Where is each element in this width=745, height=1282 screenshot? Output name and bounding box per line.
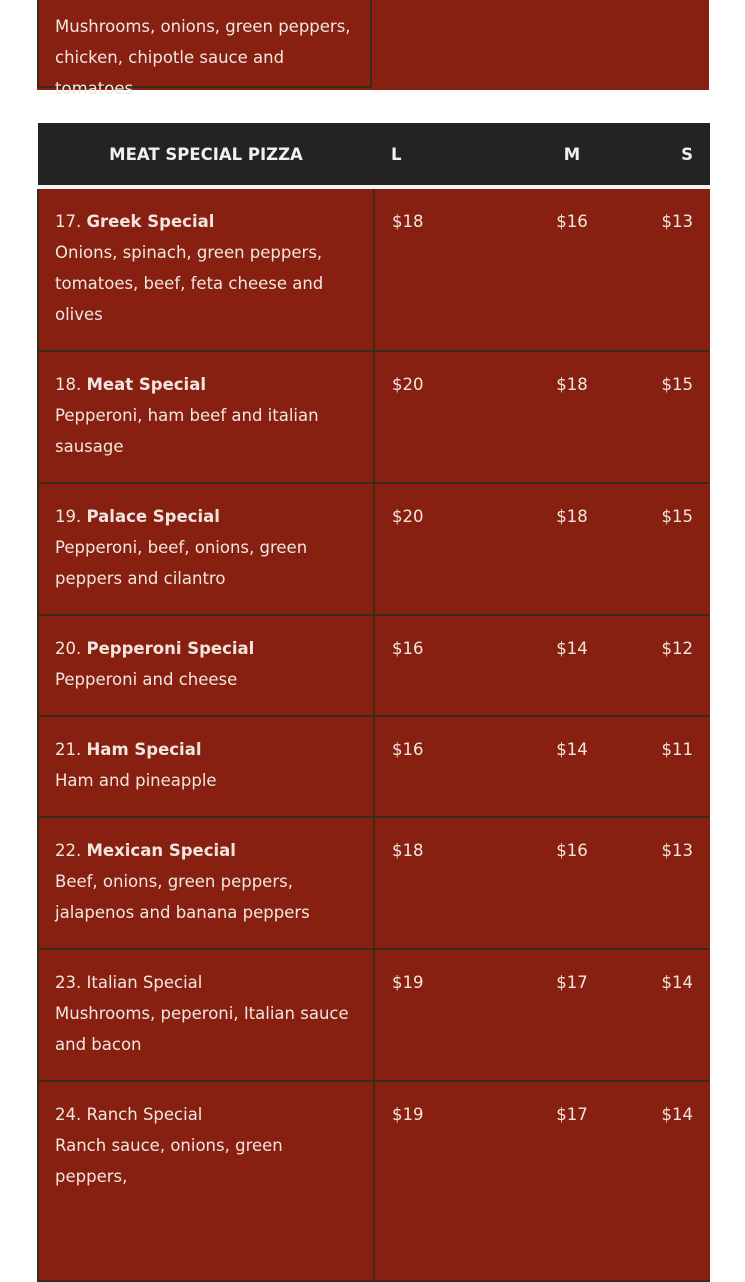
price-small: $12 — [638, 615, 710, 716]
header-medium: M — [506, 123, 638, 187]
pizza-name-cell — [38, 615, 374, 716]
price-medium: $14 — [506, 615, 638, 716]
price-medium: $16 — [506, 817, 638, 949]
previous-section-row — [37, 0, 709, 98]
price-medium: $14 — [506, 716, 638, 817]
table-row — [38, 483, 710, 615]
table-header-row — [38, 123, 710, 187]
item-title: Meat Special — [86, 375, 206, 394]
price-small: $14 — [638, 949, 710, 1081]
price-large: $18 — [374, 817, 506, 949]
previous-name-cell — [37, 0, 372, 98]
item-title: Ranch Special — [86, 1105, 203, 1124]
item-number: 23. — [55, 973, 82, 992]
price-medium: $18 — [506, 483, 638, 615]
item-number: 22. — [55, 841, 82, 860]
header-small: S — [638, 123, 710, 187]
table-row — [38, 817, 710, 949]
header-large: L — [374, 123, 506, 187]
item-title: Greek Special — [86, 212, 215, 231]
item-description: Ranch sauce, onions, green peppers, — [55, 1136, 283, 1186]
item-description: Beef, onions, green peppers, jalapenos and banana peppers — [55, 872, 310, 922]
item-description: Onions, spinach, green peppers, tomatoes, beef, feta cheese and olives — [55, 243, 324, 324]
item-number: 20. — [55, 639, 82, 658]
item-title: Palace Special — [86, 507, 220, 526]
price-medium: $16 — [506, 187, 638, 351]
price-medium: $17 — [506, 1081, 638, 1281]
pizza-name-cell — [38, 483, 374, 615]
item-description: Pepperoni and cheese — [55, 670, 238, 689]
item-description: Pepperoni, beef, onions, green peppers and cilantro — [55, 538, 308, 588]
item-number: 18. — [55, 375, 82, 394]
header-pizza-name: MEAT SPECIAL PIZZA — [38, 123, 374, 187]
table-row — [38, 351, 710, 483]
item-number: 19. — [55, 507, 82, 526]
item-description: Ham and pineapple — [55, 771, 217, 790]
pizza-name-cell — [38, 187, 374, 351]
price-small: $14 — [638, 1081, 710, 1281]
table-body — [38, 187, 710, 1281]
table-row — [38, 949, 710, 1081]
price-large: $19 — [374, 949, 506, 1081]
price-large: $19 — [374, 1081, 506, 1281]
price-large: $20 — [374, 351, 506, 483]
price-small: $15 — [638, 483, 710, 615]
pizza-name-cell — [38, 817, 374, 949]
item-description: Mushrooms, peperoni, Italian sauce and bacon — [55, 1004, 349, 1054]
table-row — [38, 615, 710, 716]
price-small: $13 — [638, 817, 710, 949]
price-large: $20 — [374, 483, 506, 615]
pizza-name-cell — [38, 716, 374, 817]
price-small: $13 — [638, 187, 710, 351]
table-row — [38, 1081, 710, 1281]
table-row — [38, 187, 710, 351]
item-title: Pepperoni Special — [86, 639, 255, 658]
pizza-name-cell — [38, 1081, 374, 1281]
item-number: 24. — [55, 1105, 82, 1124]
meat-special-pizza-table — [37, 123, 710, 1282]
item-description: Mushrooms, onions, green peppers, chicken, chipotle sauce and tomatoes — [55, 17, 351, 98]
table-row — [38, 716, 710, 817]
price-medium: $18 — [506, 351, 638, 483]
pizza-name-cell — [38, 351, 374, 483]
item-description: Pepperoni, ham beef and italian sausage — [55, 406, 319, 456]
item-title: Italian Special — [86, 973, 203, 992]
item-number: 17. — [55, 212, 82, 231]
price-medium: $17 — [506, 949, 638, 1081]
pizza-name-cell — [38, 949, 374, 1081]
item-title: Ham Special — [86, 740, 202, 759]
price-large: $18 — [374, 187, 506, 351]
item-number: 21. — [55, 740, 82, 759]
price-large: $16 — [374, 716, 506, 817]
price-small: $15 — [638, 351, 710, 483]
price-small: $11 — [638, 716, 710, 817]
price-large: $16 — [374, 615, 506, 716]
item-title: Mexican Special — [86, 841, 236, 860]
